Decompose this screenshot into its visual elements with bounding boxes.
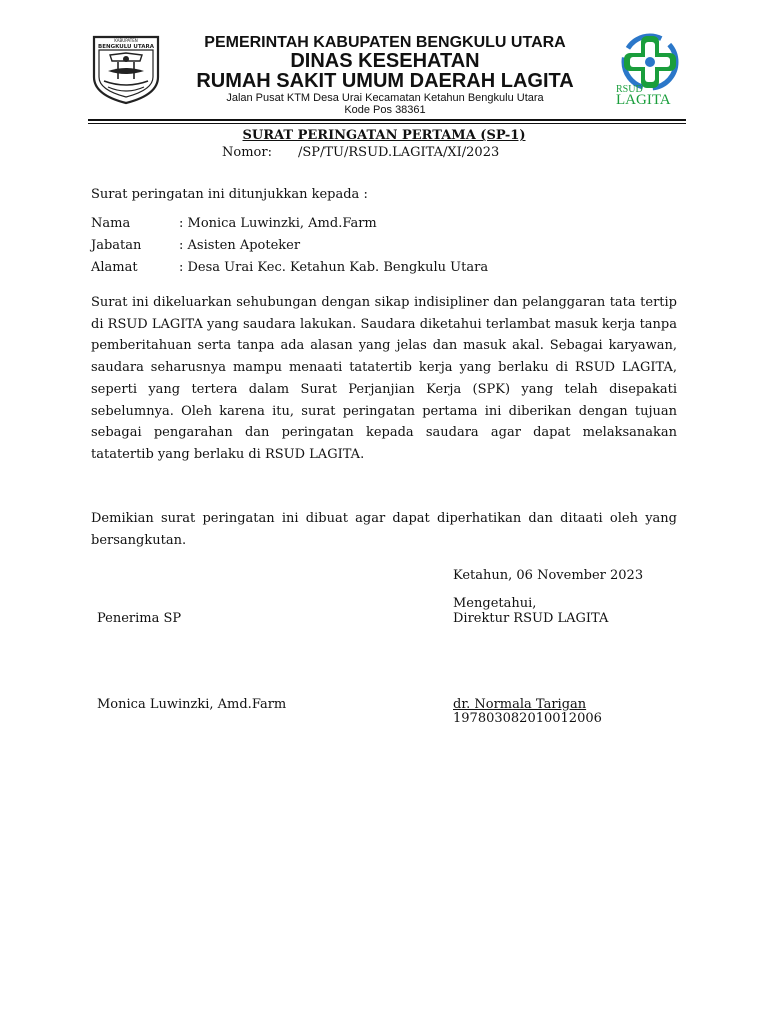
header-government: PEMERINTAH KABUPATEN BENGKULU UTARA — [204, 34, 566, 51]
place-date: Ketahun, 06 November 2023 — [453, 568, 644, 583]
letter-closing-paragraph: Demikian surat peringatan ini dibuat agar dapat diperhatikan dan ditaati oleh yang bersangkutan. — [91, 511, 677, 548]
recipient-name: Monica Luwinzki, Amd.Farm — [97, 697, 287, 712]
header-divider-thin — [88, 123, 686, 124]
letter-number-value: /SP/TU/RSUD.LAGITA/XI/2023 — [297, 145, 500, 160]
header-postal-code: Kode Pos 38361 — [344, 104, 426, 116]
field-label-address: Alamat — [91, 260, 138, 275]
header-address: Jalan Pusat KTM Desa Urai Kecamatan Ketahun Bengkulu Utara — [226, 92, 544, 104]
director-title: Direktur RSUD LAGITA — [453, 611, 609, 626]
field-value-position: : Asisten Apoteker — [179, 238, 301, 253]
acknowledged-label: Mengetahui, — [453, 596, 537, 611]
rsud-lagita-logo — [610, 30, 690, 110]
field-value-address: : Desa Urai Kec. Ketahun Kab. Bengkulu Utara — [179, 260, 489, 275]
letter-body-paragraph: Surat ini dikeluarkan sehubungan dengan sikap indisipliner dan pelanggaran tata tertip di RSUD LAGITA yang saudara lakukan. Saudara diketahui terlambat masuk kerja tanpa pemberitahuan serta tanpa ada alasan yang jelas dan masuk akal. Sebagai karyawan, saudara seharusnya mampu menaati tatatertib kerja yang berlaku di RSUD LAGITA, seperti yang tertera dalam Surat Perjanjian Kerja (SPK) yang telah disepakati sebelumnya. Oleh karena itu, surat peringatan pertama ini diberikan dengan tujuan sebagai pengarahan dan peringatan kepada saudara agar dapat melaksanakan tatatertib yang berlaku di RSUD LAGITA. — [91, 295, 677, 462]
letter-intro: Surat peringatan ini ditunjukkan kepada : — [91, 187, 368, 202]
field-value-name: : Monica Luwinzki, Amd.Farm — [179, 216, 377, 231]
letter-title: SURAT PERINGATAN PERTAMA (SP-1) — [242, 128, 526, 143]
letter-number-label: Nomor: — [222, 145, 272, 160]
svg-text:RSUD: RSUD — [616, 84, 643, 95]
field-label-name: Nama — [91, 216, 131, 231]
letter-number — [222, 145, 499, 160]
director-name: dr. Normala Tarigan — [453, 697, 587, 712]
header-department: DINAS KESEHATAN — [290, 50, 480, 72]
recipient-label: Penerima SP — [97, 611, 182, 626]
svg-text:KABUPATEN: KABUPATEN — [114, 38, 138, 43]
director-employee-id: 197803082010012006 — [453, 711, 602, 726]
header-hospital: RUMAH SAKIT UMUM DAERAH LAGITA — [196, 70, 574, 92]
svg-text:BENGKULU UTARA: BENGKULU UTARA — [98, 44, 154, 50]
svg-text:LAGITA: LAGITA — [616, 92, 671, 108]
field-label-position: Jabatan — [91, 238, 142, 253]
header-divider-thick — [88, 119, 686, 121]
